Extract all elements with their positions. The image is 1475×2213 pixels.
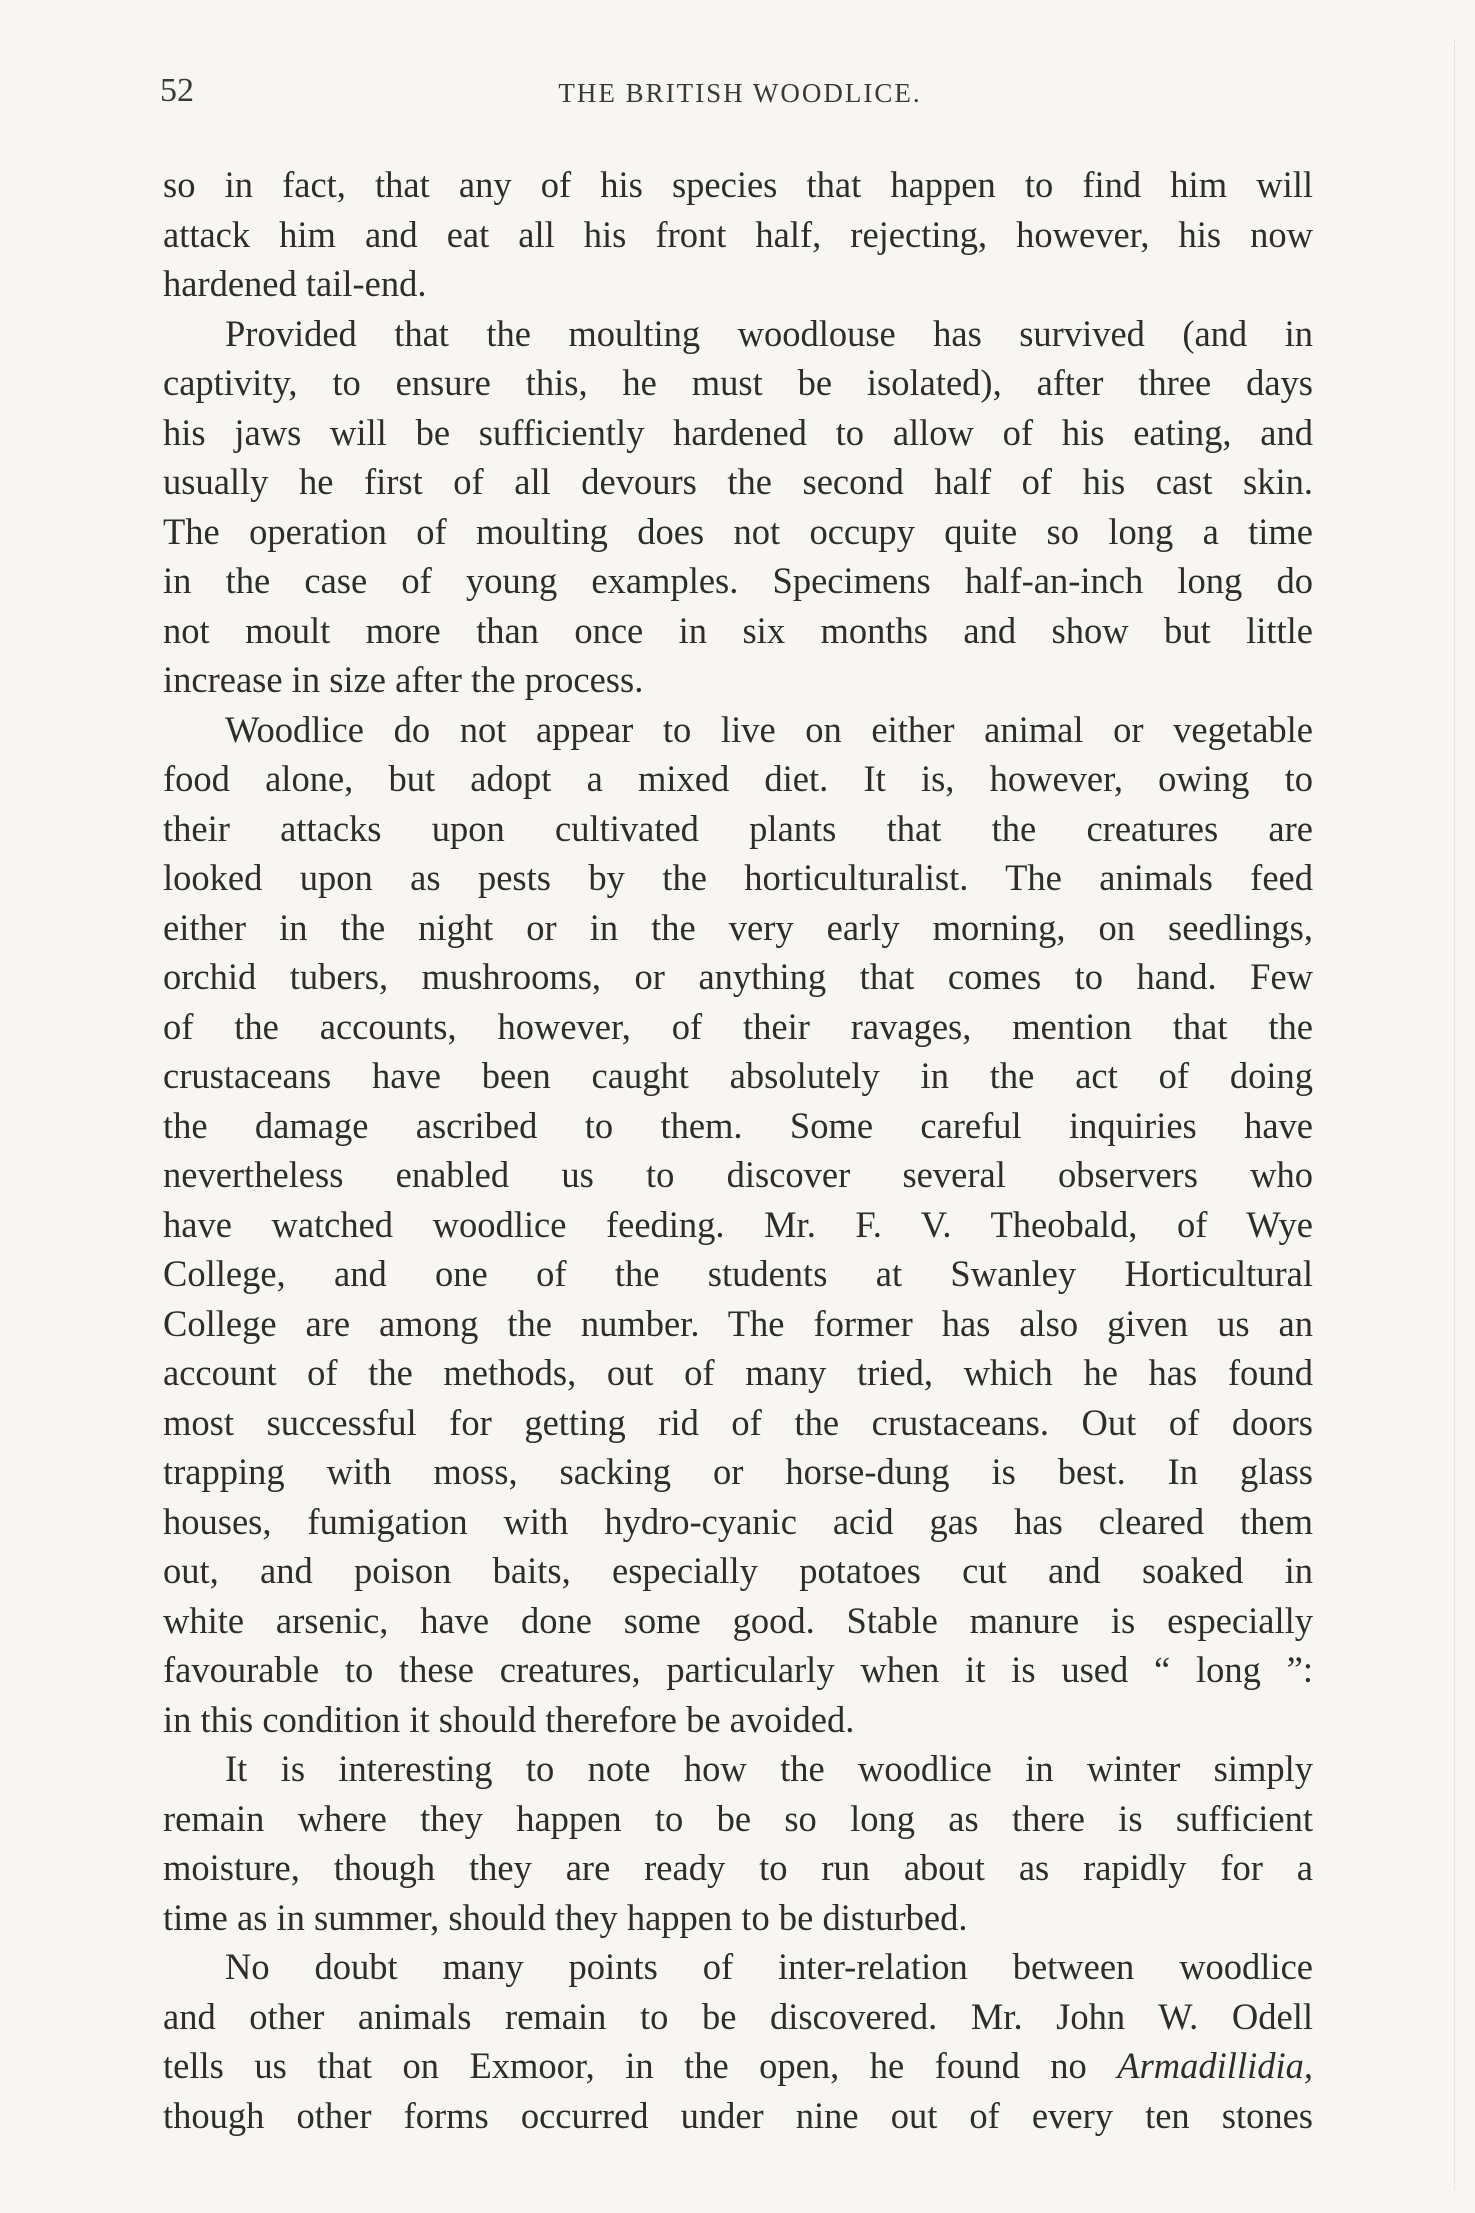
text-line-content: captivity, to ensure this, he must be isolated), after three days [163,362,1313,403]
running-title: THE BRITISH WOODLICE. [558,78,922,108]
text-line [163,1299,1313,1349]
text-line [163,1002,1313,1052]
text-line [163,705,1313,755]
text-line [163,358,1313,408]
text-line-content: the damage ascribed to them. Some careful inquiries have [163,1104,1313,1146]
text-line [163,1546,1313,1596]
text-line [163,1942,1313,1992]
text-line [163,606,1313,656]
text-line [163,259,1313,309]
text-line [163,457,1313,507]
text-line-content: favourable to these creatures, particularly when it is used “ long ”: [163,1649,1313,1690]
text-line-content: No doubt many points of inter-relation between woodlice [225,1946,1313,1987]
text-line [163,1992,1313,2042]
text-line [163,1447,1313,1497]
text-line [163,408,1313,458]
text-line [163,1249,1313,1299]
text-line-content: houses, fumigation with hydro-cyanic acid gas has cleared them [163,1500,1313,1542]
text-line-content: College, and one of the students at Swanley Horticultural [163,1253,1313,1294]
text-line-content: orchid tubers, mushrooms, or anything that comes to hand. Few [163,956,1313,997]
text-line-content: in the case of young examples. Specimens half-an-inch long do [163,560,1313,601]
text-line [163,1744,1313,1794]
text-line-content: The operation of moulting does not occupy quite so long a time [163,510,1313,552]
text-line-content: It is interesting to note how the woodlice in winter simply [225,1748,1313,1789]
text-line-content: attack him and eat all his front half, rejecting, however, his now [163,213,1313,255]
text-line [163,1645,1313,1695]
text-line-content: in this condition it should therefore be avoided. [163,1698,855,1740]
text-line-content: not moult more than once in six months and show but little [163,609,1313,651]
text-line [163,1348,1313,1398]
text-line-content: their attacks upon cultivated plants that the creatures are [163,807,1313,849]
italic-taxon-name: Armadillidia, [1117,2045,1313,2086]
text-line [163,1794,1313,1844]
text-line [163,1150,1313,1200]
text-line-content: and other animals remain to be discovered. Mr. John W. Odell [163,1995,1313,2037]
text-line [163,1843,1313,1893]
text-line [163,2041,1313,2091]
text-line-content: tells us that on Exmoor, in the open, he found no [163,2045,1118,2086]
text-line [163,952,1313,1002]
text-line [163,1200,1313,1250]
text-line [163,655,1313,705]
text-line-content: most successful for getting rid of the crustaceans. Out of doors [163,1401,1313,1443]
text-line-content: so in fact, that any of his species that happen to find him will [163,164,1313,205]
text-line [163,210,1313,260]
text-line [163,853,1313,903]
text-line-content: Woodlice do not appear to live on either animal or vegetable [225,708,1313,750]
body-text [163,160,1313,2140]
text-line-content: looked upon as pests by the horticulturalist. The animals feed [163,857,1313,898]
text-line [163,754,1313,804]
text-line-content: crustaceans have been caught absolutely in the act of doing [163,1055,1313,1096]
text-line [163,1101,1313,1151]
text-line [163,1398,1313,1448]
text-line [163,804,1313,854]
text-line-content: Provided that the moulting woodlouse has survived (and in [225,312,1313,354]
text-line [163,903,1313,953]
text-line-content: nevertheless enabled us to discover several observers who [163,1154,1313,1195]
text-line-content: hardened tail-end. [163,263,427,304]
text-line [163,507,1313,557]
text-line [163,1596,1313,1646]
text-line-content: remain where they happen to be so long as there is sufficient [163,1797,1313,1839]
text-line [163,1497,1313,1547]
text-line-content: time as in summer, should they happen to be disturbed. [163,1896,968,1938]
text-line [163,1695,1313,1745]
text-line-content: white arsenic, have done some good. Stable manure is especially [163,1599,1313,1641]
text-line-content: out, and poison baits, especially potatoes cut and soaked in [163,1550,1313,1591]
text-line [163,1051,1313,1101]
text-line-content: increase in size after the process. [163,659,644,700]
text-line-content: trapping with moss, sacking or horse-dung is best. In glass [163,1451,1313,1492]
page-number: 52 [160,72,194,109]
text-line [163,160,1313,210]
text-line [163,1893,1313,1943]
page-edge-specks [1446,40,1455,2190]
text-line-content: his jaws will be sufficiently hardened to allow of his eating, and [163,411,1313,453]
text-line-content: usually he first of all devours the second half of his cast skin. [163,461,1313,502]
text-line-content: food alone, but adopt a mixed diet. It is, however, owing to [163,758,1313,799]
text-line-content: College are among the number. The former has also given us an [163,1302,1313,1344]
text-line-content: of the accounts, however, of their ravages, mention that the [163,1005,1313,1047]
text-line-content: have watched woodlice feeding. Mr. F. V. Theobald, of Wye [163,1203,1313,1245]
text-line-content: either in the night or in the very early morning, on seedlings, [163,906,1313,948]
text-line [163,309,1313,359]
text-line-content: account of the methods, out of many tried, which he has found [163,1352,1313,1393]
text-line [163,2091,1313,2141]
running-head [160,72,1320,122]
text-line-content: though other forms occurred under nine out of every ten stones [163,2094,1313,2136]
text-line-content: moisture, though they are ready to run about as rapidly for a [163,1847,1313,1888]
text-line [163,556,1313,606]
